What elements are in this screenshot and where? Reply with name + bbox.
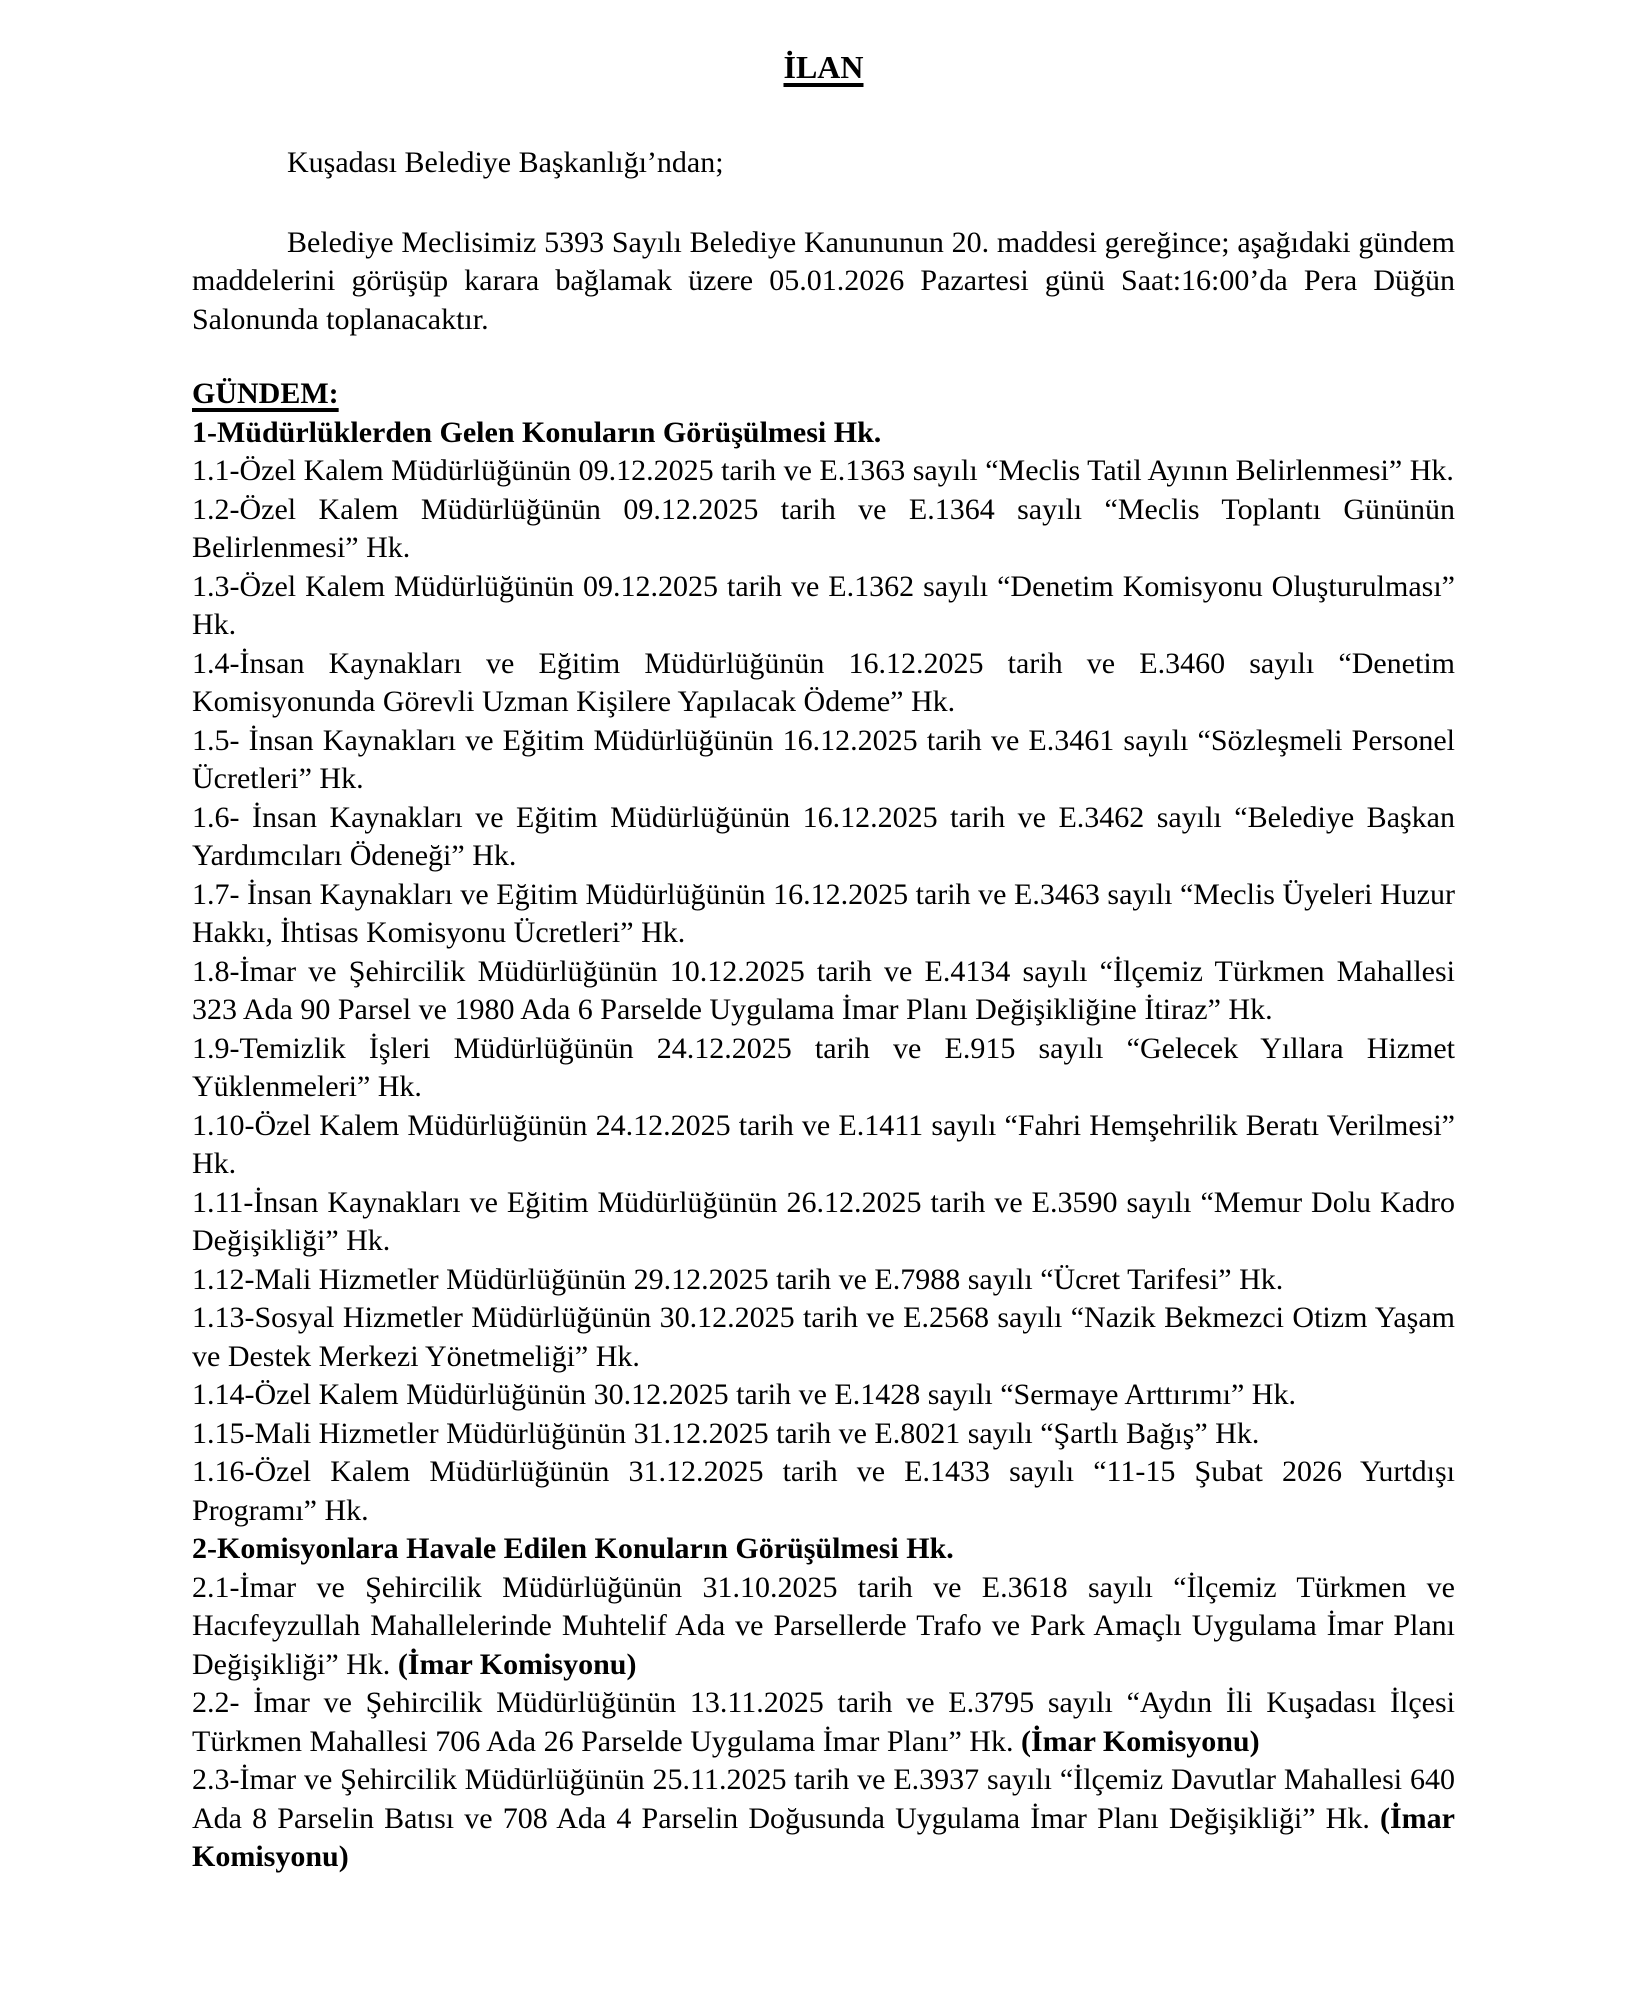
agenda-item	[192, 645, 1455, 722]
agenda-item	[192, 1107, 1455, 1184]
agenda-item-text: 1.9-Temizlik İşleri Müdürlüğünün 24.12.2025 tarih ve E.915 sayılı “Gelecek Yıllara Hizmet Yüklenmeleri” Hk.	[192, 1031, 1455, 1103]
agenda-item	[192, 1261, 1455, 1300]
agenda-item	[192, 452, 1455, 491]
agenda-item-text: 1.6- İnsan Kaynakları ve Eğitim Müdürlüğünün 16.12.2025 tarih ve E.3462 sayılı “Belediye Başkan Yardımcıları Ödeneği” Hk.	[192, 800, 1455, 872]
agenda-item-text: 1.1-Özel Kalem Müdürlüğünün 09.12.2025 tarih ve E.1363 sayılı “Meclis Tatil Ayının Belirlenmesi” Hk.	[192, 454, 1454, 487]
agenda-item-text: 1.3-Özel Kalem Müdürlüğünün 09.12.2025 tarih ve E.1362 sayılı “Denetim Komisyonu Oluşturulması” Hk.	[192, 569, 1455, 641]
agenda-item	[192, 953, 1455, 1030]
salutation: Kuşadası Belediye Başkanlığı’ndan;	[287, 146, 724, 179]
agenda-item-text: 1.7- İnsan Kaynakları ve Eğitim Müdürlüğünün 16.12.2025 tarih ve E.3463 sayılı “Meclis Üyeleri Huzur Hakkı, İhtisas Komisyonu Ücretleri” Hk.	[192, 877, 1455, 949]
agenda-item-text: 1-Müdürlüklerden Gelen Konuların Görüşülmesi Hk.	[192, 415, 882, 449]
agenda-item	[192, 1376, 1455, 1415]
agenda-item-text: 1.12-Mali Hizmetler Müdürlüğünün 29.12.2025 tarih ve E.7988 sayılı “Ücret Tarifesi” Hk.	[192, 1262, 1284, 1296]
agenda-item-text: 1.10-Özel Kalem Müdürlüğünün 24.12.2025 tarih ve E.1411 sayılı “Fahri Hemşehrilik Beratı Verilmesi” Hk.	[192, 1108, 1455, 1180]
agenda-list	[192, 414, 1455, 1877]
agenda-item-text: 1.4-İnsan Kaynakları ve Eğitim Müdürlüğünün 16.12.2025 tarih ve E.3460 sayılı “Denetim Komisyonunda Görevli Uzman Kişilere Yapılacak Ödeme” Hk.	[192, 646, 1455, 718]
agenda-item	[192, 1684, 1455, 1761]
agenda-item	[192, 491, 1455, 568]
agenda-item	[192, 1299, 1455, 1376]
agenda-item	[192, 799, 1455, 876]
document-title	[192, 46, 1455, 88]
agenda-item-committee: (İmar Komisyonu)	[192, 1801, 1455, 1873]
agenda-item	[192, 1569, 1455, 1685]
agenda-item	[192, 876, 1455, 953]
agenda-item	[192, 568, 1455, 645]
agenda-item-committee: (İmar Komisyonu)	[397, 1647, 637, 1681]
agenda-item-text: 1.2-Özel Kalem Müdürlüğünün 09.12.2025 tarih ve E.1364 sayılı “Meclis Toplantı Gününün Belirlenmesi” Hk.	[192, 492, 1455, 564]
agenda-item-committee: (İmar Komisyonu)	[1020, 1724, 1260, 1758]
agenda-item-text: 2.3-İmar ve Şehircilik Müdürlüğünün 25.11.2025 tarih ve E.3937 sayılı “İlçemiz Davutlar Mahallesi 640 Ada 8 Parselin Batısı ve 708 Ada 4 Parselin Doğusunda Uygulama İmar Planı Değişikliği” Hk.	[192, 1763, 1455, 1835]
agenda-item-text: 2.1-İmar ve Şehircilik Müdürlüğünün 31.10.2025 tarih ve E.3618 sayılı “İlçemiz Türkmen ve Hacıfeyzullah Mahallelerinde Muhtelif Ada ve Parsellerde Trafo ve Park Amaçlı Uygulama İmar Planı Değişikliği” Hk.	[192, 1570, 1455, 1681]
agenda-item-text: 1.15-Mali Hizmetler Müdürlüğünün 31.12.2025 tarih ve E.8021 sayılı “Şartlı Bağış” Hk.	[192, 1416, 1260, 1450]
agenda-item-text: 2-Komisyonlara Havale Edilen Konuların Görüşülmesi Hk.	[192, 1532, 954, 1565]
agenda-item	[192, 1415, 1455, 1454]
agenda-item-text: 1.14-Özel Kalem Müdürlüğünün 30.12.2025 tarih ve E.1428 sayılı “Sermaye Arttırımı” Hk.	[192, 1378, 1296, 1411]
agenda-item	[192, 1761, 1455, 1877]
agenda-item-text: 1.11-İnsan Kaynakları ve Eğitim Müdürlüğünün 26.12.2025 tarih ve E.3590 sayılı “Memur Dolu Kadro Değişikliği” Hk.	[192, 1185, 1455, 1257]
agenda-item	[192, 722, 1455, 799]
agenda-item-text: 1.13-Sosyal Hizmetler Müdürlüğünün 30.12.2025 tarih ve E.2568 sayılı “Nazik Bekmezci Otizm Yaşam ve Destek Merkezi Yönetmeliği” Hk.	[192, 1301, 1455, 1373]
agenda-item-text: 1.8-İmar ve Şehircilik Müdürlüğünün 10.12.2025 tarih ve E.4134 sayılı “İlçemiz Türkmen Mahallesi 323 Ada 90 Parsel ve 1980 Ada 6 Parselde Uygulama İmar Planı Değişikliğine İtiraz” Hk.	[192, 954, 1455, 1026]
intro-paragraph: Belediye Meclisimiz 5393 Sayılı Belediye Kanununun 20. maddesi gereğince; aşağıdaki gündem maddelerini görüşüp karara bağlamak üzere 05.01.2026 Pazartesi günü Saat:16:00’da Pera Düğün Salonunda toplanacaktır.	[192, 225, 1455, 336]
agenda-item-text: 1.16-Özel Kalem Müdürlüğünün 31.12.2025 tarih ve E.1433 sayılı “11-15 Şubat 2026 Yurtdışı Programı” Hk.	[192, 1455, 1455, 1527]
agenda-section-heading	[192, 1530, 1455, 1569]
agenda-section-heading	[192, 414, 1455, 453]
agenda-item	[192, 1453, 1455, 1530]
agenda-item	[192, 1030, 1455, 1107]
agenda-item-text: 2.2- İmar ve Şehircilik Müdürlüğünün 13.11.2025 tarih ve E.3795 sayılı “Aydın İli Kuşadası İlçesi Türkmen Mahallesi 706 Ada 26 Parselde Uygulama İmar Planı” Hk.	[192, 1686, 1455, 1758]
agenda-item	[192, 1184, 1455, 1261]
document-title-text: İLAN	[783, 49, 864, 85]
agenda-item-text: 1.5- İnsan Kaynakları ve Eğitim Müdürlüğünün 16.12.2025 tarih ve E.3461 sayılı “Sözleşmeli Personel Ücretleri” Hk.	[192, 723, 1455, 795]
agenda-heading	[192, 375, 1455, 414]
agenda-heading-text: GÜNDEM:	[192, 377, 339, 410]
